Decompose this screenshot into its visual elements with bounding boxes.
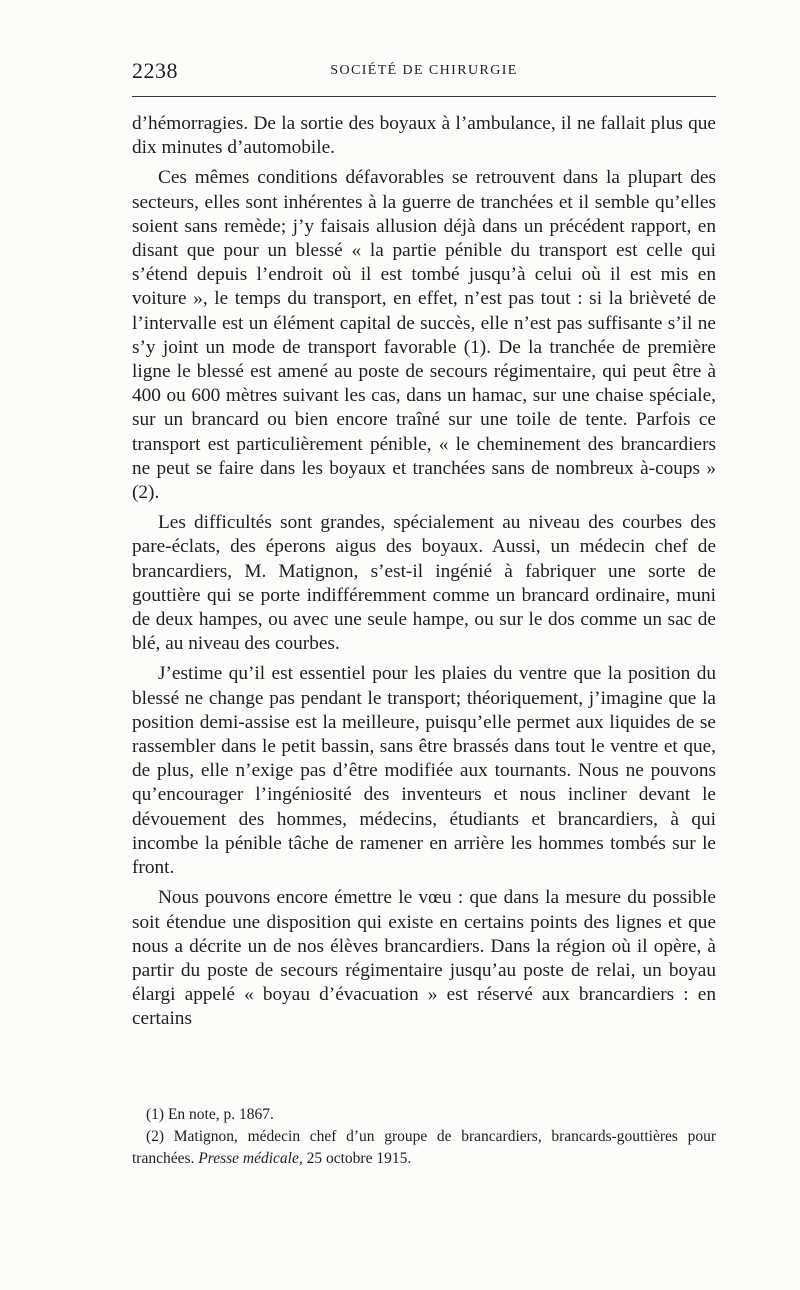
running-title: SOCIÉTÉ DE CHIRURGIE <box>330 63 518 78</box>
page-number: 2238 <box>132 58 178 83</box>
paragraph-position: J’estime qu’il est essentiel pour les plaies du ventre que la position du blessé ne change pas pendant le transport; théoriquement, j’imagine que la position demi-assise est la meilleure, puisqu’elle permet aux liquides de se rassembler dans le petit bassin, sans être brassés dans tout le ventre et que, de plus, elle n’exige pas d’être modifiée aux tournants. Nous ne pouvons qu’encourager l’ingéniosité des inventeurs et nous incliner devant le dévouement des hommes, médecins, étudiants et brancardiers, à qui incombe la pénible tâche de ramener en arrière les hommes tombés sur le front. <box>132 663 716 879</box>
body-text <box>132 112 716 1038</box>
paragraph-continuation: d’hémorragies. De la sortie des boyaux à l’ambulance, il ne fallait plus que dix minutes d’automobile. <box>132 113 716 159</box>
paragraph-wish: Nous pouvons encore émettre le vœu : que dans la mesure du possible soit étendue une disposition qui existe en certains points des lignes et que nous a décrite un de nos élèves brancardiers. Dans la région où il opère, à partir du poste de secours régimentaire jusqu’au poste de relai, un boyau élargi appelé « boyau d’évacuation » est réservé aux brancardiers : en certains <box>132 887 716 1030</box>
footnote-2-text: (2) Matignon, médecin chef d’un groupe de brancardiers, brancards-gouttières pour tranchées. <box>132 1128 716 1167</box>
paragraph-transport-conditions: Ces mêmes conditions défavorables se retrouvent dans la plupart des secteurs, elles sont inhérentes à la guerre de tranchées et il semble qu’elles soient sans remède; j’y faisais allusion déjà dans un précédent rapport, en disant que pour un blessé « la partie pénible du transport est celle qui s’étend depuis l’endroit où il est tombé jusqu’à celui où il est mis en voiture », le temps du transport, en effet, n’est pas tout : si la brièveté de l’intervalle est un élément capital de succès, elle n’est pas suffisante s’il ne s’y joint un mode de transport favorable (1). De la tranchée de première ligne le blessé est amené au poste de secours régimentaire, qui peut être à 400 ou 600 mètres suivant les cas, dans un hamac, sur une chaise spéciale, sur un brancard ou bien encore traîné sur une toile de tente. Parfois ce transport est particulièrement pénible, « le cheminement des brancardiers ne peut se faire dans les boyaux et tranchées sans de nombreux à-coups » (2). <box>132 167 716 504</box>
footnote-2 <box>132 1126 716 1170</box>
page-header <box>132 56 716 86</box>
header-rule <box>132 96 716 97</box>
paragraph-difficulties: Les difficultés sont grandes, spécialement au niveau des courbes des pare-éclats, des éperons aigus des boyaux. Aussi, un médecin chef de brancardiers, M. Matignon, s’est-il ingénié à fabriquer une sorte de gouttière qui se porte indifféremment comme un brancard ordinaire, muni de deux hampes, ou avec une seule hampe, ou sur le dos comme un sac de blé, au niveau des courbes. <box>132 512 716 655</box>
footnote-2-date: 25 octobre 1915. <box>306 1150 412 1167</box>
footnote-2-journal: Presse médicale, <box>198 1150 303 1167</box>
footnote-1: (1) En note, p. 1867. <box>146 1106 274 1123</box>
footnotes <box>132 1104 716 1170</box>
